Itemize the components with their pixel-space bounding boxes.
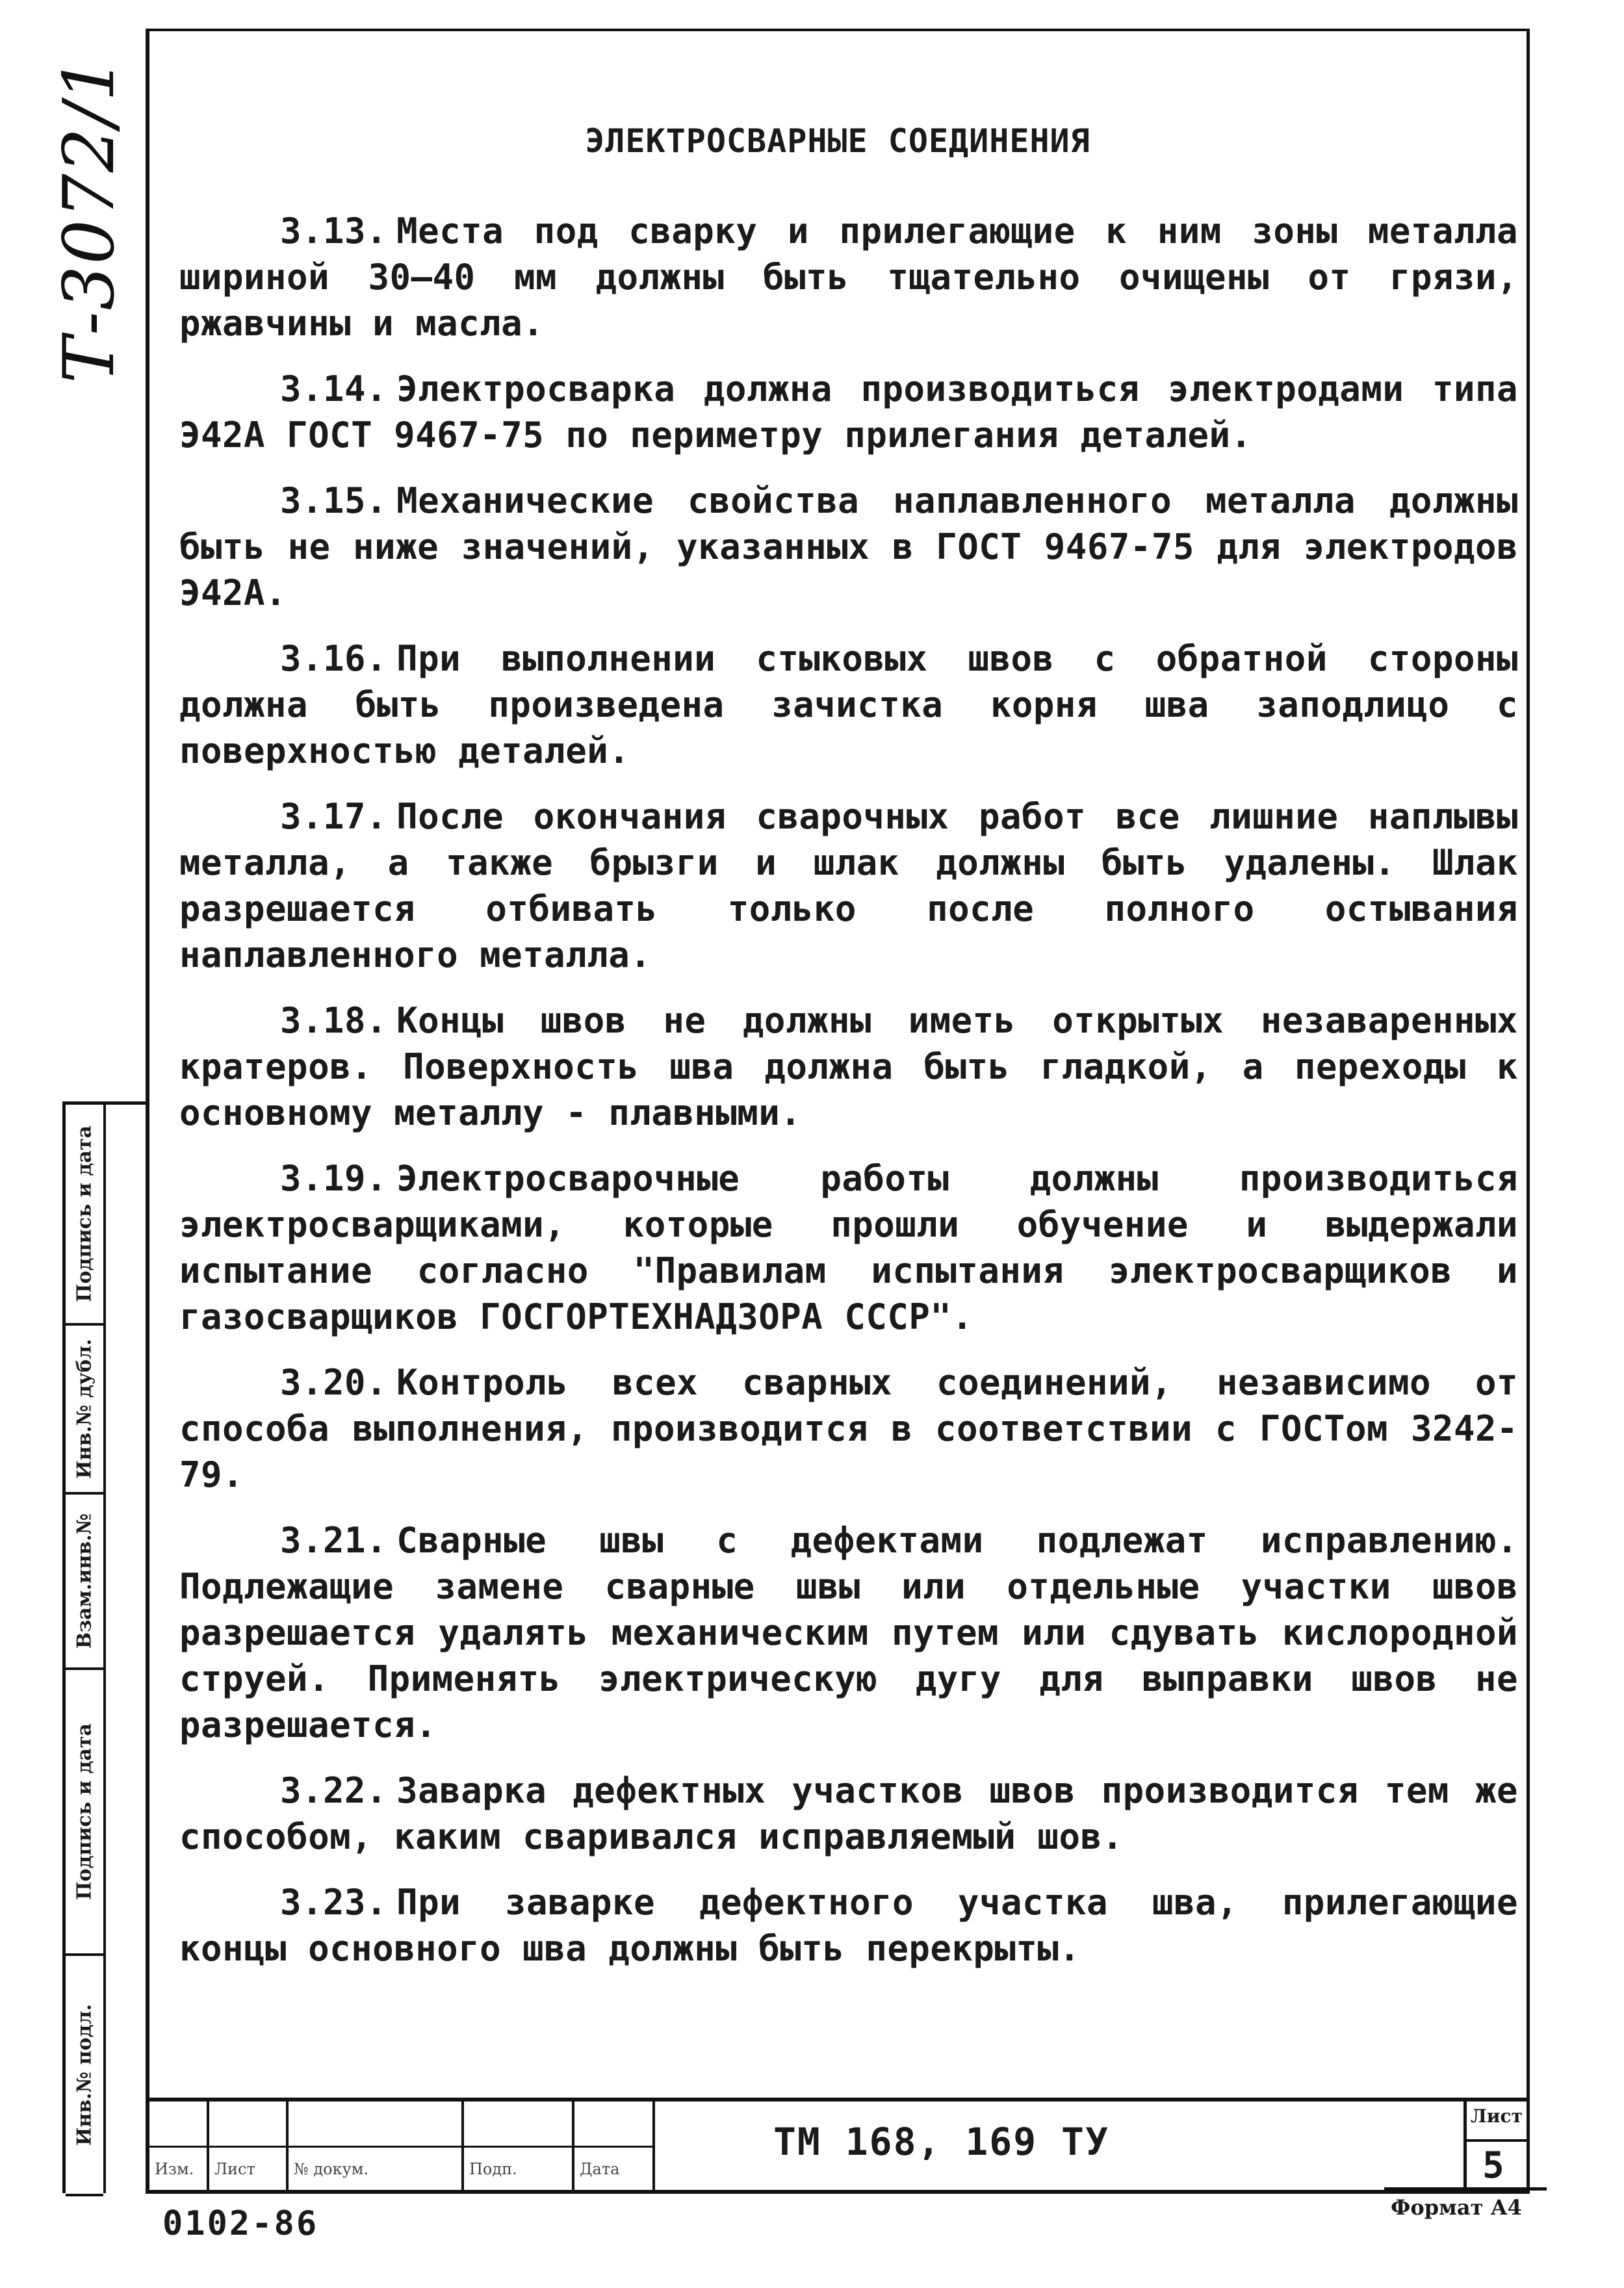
clause-3-17: [179, 793, 1518, 978]
side-label: Инв.№ подл.: [73, 2003, 96, 2146]
clause-3-19: [179, 1155, 1518, 1340]
title-block-caption: № докум.: [294, 2160, 368, 2178]
side-cell-replaced-inv: [66, 1495, 103, 1670]
clause-text: Контроль всех сварных соединений, независимо от способа выполнения, производится в соответствии с ГОСТом 3242-79.: [179, 1362, 1518, 1495]
clause-text: При заварке дефектного участка шва, прилегающие концы основного шва должны быть перекрыты.: [179, 1882, 1518, 1969]
clause-3-22: [179, 1767, 1518, 1860]
side-cell-inv-orig: [66, 1956, 103, 2196]
clause-number: 3.21.: [280, 1520, 388, 1561]
title-block-caption: Подп.: [469, 2160, 517, 2178]
title-block-cell-date: [574, 2102, 655, 2191]
title-block-caption: Изм.: [155, 2160, 194, 2178]
side-cell-inv-dupl: [66, 1326, 103, 1495]
clause-3-14: [179, 366, 1518, 458]
title-block-cell-doc-number: [289, 2102, 464, 2191]
clause-text: После окончания сварочных работ все лишние наплывы металла, а также брызги и шлак должны быть удалены. Шлак разрешается отбивать только после полного остывания наплавленного металла.: [179, 796, 1518, 975]
side-label: Подпись и дата: [73, 1125, 96, 1302]
title-block-cell-signature: [464, 2102, 574, 2191]
side-label: Инв.№ дубл.: [73, 1339, 96, 1479]
title-block: [149, 2098, 1527, 2191]
clause-number: 3.17.: [280, 796, 388, 837]
clause-text: Электросварка должна производиться электродами типа Э42А ГОСТ 9467-75 по периметру прилегания деталей.: [179, 368, 1518, 456]
clause-text: Сварные швы с дефектами подлежат исправлению. Подлежащие замене сварные швы или отдельные участки швов разрешается удалять механическим путем или сдувать кислородной струей. Применять электрическую дугу для выправки швов не разрешается.: [179, 1520, 1518, 1745]
clause-text: Механические свойства наплавленного металла должны быть не ниже значений, указанных в ГОСТ 9467-75 для электродов Э42А.: [179, 480, 1518, 613]
title-block-cell-sheet: [209, 2102, 289, 2191]
clause-text: Места под сварку и прилегающие к ним зоны металла шириной 30–40 мм должны быть тщательно очищены от грязи, ржавчины и масла.: [179, 211, 1518, 344]
clause-list: [179, 208, 1518, 1991]
side-cell-signature-date-2: [66, 1670, 103, 1956]
clause-3-18: [179, 997, 1518, 1136]
clause-3-21: [179, 1517, 1518, 1748]
clause-text: Электросварочные работы должны производиться электросварщиками, которые прошли обучение и выдержали испытание согласно "Правилам испытания электросварщиков и газосварщиков ГОСГОРТЕХНАДЗОРА СССР".: [179, 1158, 1518, 1337]
side-label: Подпись и дата: [73, 1723, 96, 1900]
clause-number: 3.22.: [280, 1770, 388, 1811]
sheet-box: [1463, 2102, 1528, 2191]
clause-number: 3.18.: [280, 1000, 388, 1041]
clause-number: 3.15.: [280, 480, 388, 521]
title-block-caption: Лист: [214, 2160, 255, 2178]
clause-number: 3.19.: [280, 1158, 388, 1199]
clause-3-23: [179, 1879, 1518, 1972]
clause-number: 3.20.: [280, 1362, 388, 1403]
clause-3-20: [179, 1359, 1518, 1498]
clause-text: Заварка дефектных участков швов производится тем же способом, каким сваривался исправляемый шов.: [179, 1770, 1518, 1857]
clause-3-13: [179, 208, 1518, 346]
format-rule: [1384, 2187, 1547, 2191]
side-stamp-divider: [103, 1105, 106, 2193]
clause-number: 3.16.: [280, 638, 388, 679]
title-block-caption: Дата: [580, 2160, 620, 2178]
format-label: Формат А4: [1391, 2195, 1522, 2220]
title-block-cell-change: [149, 2102, 209, 2191]
document-code: Т-3072/1: [49, 55, 130, 383]
sheet-number: 5: [1482, 2144, 1504, 2187]
clause-text: При выполнении стыковых швов с обратной стороны должна быть произведена зачистка корня шва заподлицо с поверхностью деталей.: [179, 638, 1518, 771]
document-designation: ТМ 168, 169 ТУ: [773, 2120, 1109, 2164]
inventory-number: 0102-86: [162, 2204, 319, 2243]
clause-3-16: [179, 636, 1518, 774]
sheet-label: Лист: [1471, 2105, 1523, 2127]
clause-number: 3.23.: [280, 1882, 388, 1923]
clause-text: Концы швов не должны иметь открытых незаваренных кратеров. Поверхность шва должна быть гладкой, а переходы к основному металлу - плавными.: [179, 1000, 1518, 1133]
clause-number: 3.13.: [280, 211, 388, 251]
side-label: Взам.инв.№: [73, 1513, 96, 1649]
side-cell-signature-date-1: [66, 1105, 103, 1326]
side-stamp: [62, 1101, 146, 2193]
clause-number: 3.14.: [280, 368, 388, 409]
clause-3-15: [179, 478, 1518, 616]
page-title: ЭЛЕКТРОСВАРНЫЕ СОЕДИНЕНИЯ: [585, 122, 1090, 160]
